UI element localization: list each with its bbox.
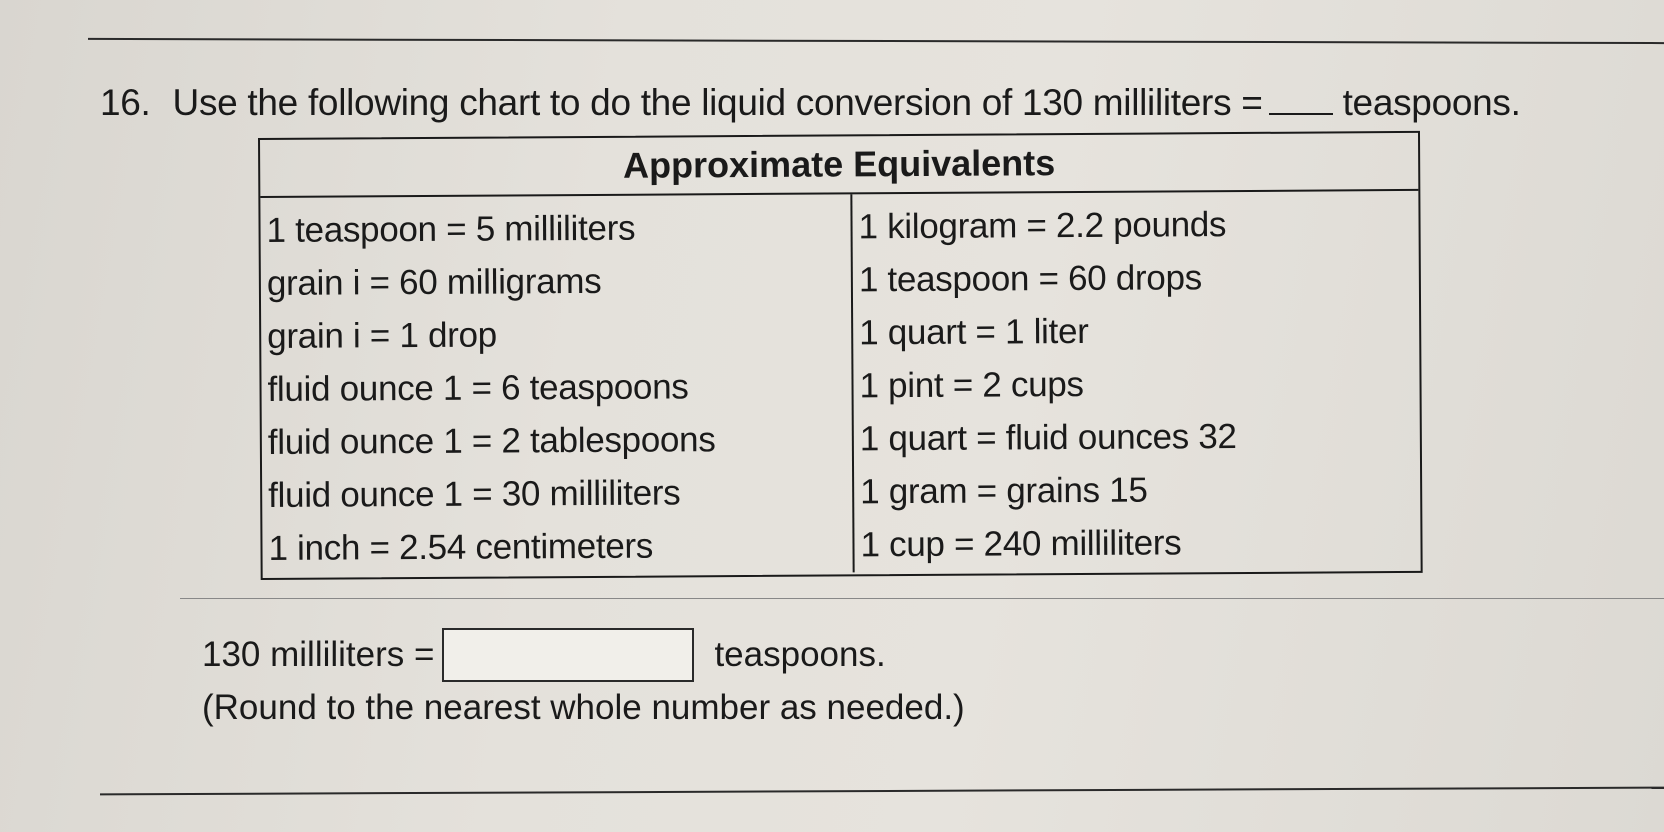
chart-row-right: 1 pint = 2 cups (859, 364, 1084, 406)
chart-row-left: fluid ounce 1 = 2 tablespoons (267, 420, 716, 462)
chart-row-right: 1 kilogram = 2.2 pounds (858, 205, 1227, 247)
chart-row-left: grain i = 1 drop (267, 315, 497, 356)
chart-row-left: 1 teaspoon = 5 milliliters (266, 208, 636, 250)
chart-left-column (260, 194, 854, 576)
answer-label-after: teaspoons. (714, 635, 886, 674)
chart-row-right: 1 quart = 1 liter (859, 311, 1089, 353)
chart-right-column (852, 191, 1420, 572)
chart-row-left: grain i = 60 milligrams (266, 261, 602, 303)
question-prompt (100, 82, 1521, 124)
chart-title: Approximate Equivalents (260, 133, 1418, 198)
answer-input[interactable] (442, 628, 694, 682)
chart-row-right: 1 quart = fluid ounces 32 (859, 417, 1237, 459)
answer-line (202, 628, 886, 682)
middle-divider (180, 598, 1664, 599)
chart-row-left: fluid ounce 1 = 6 teaspoons (267, 367, 689, 409)
chart-row-left: fluid ounce 1 = 30 milliliters (268, 473, 681, 515)
answer-label-before: 130 milliliters = (202, 635, 435, 674)
top-divider (88, 38, 1664, 44)
question-text-after: teaspoons. (1342, 82, 1521, 123)
question-text-before: Use the following chart to do the liquid conversion of 130 milliliters = (172, 82, 1263, 123)
question-blank (1269, 112, 1333, 115)
question-number: 16. (100, 82, 151, 123)
bottom-divider (100, 787, 1664, 796)
equivalents-chart (258, 131, 1423, 580)
chart-row-right: 1 gram = grains 15 (860, 470, 1148, 512)
chart-row-right: 1 cup = 240 milliliters (860, 523, 1182, 565)
chart-row-right: 1 teaspoon = 60 drops (858, 258, 1202, 300)
chart-row-left: 1 inch = 2.54 centimeters (268, 526, 654, 568)
rounding-hint: (Round to the nearest whole number as needed.) (202, 688, 965, 727)
